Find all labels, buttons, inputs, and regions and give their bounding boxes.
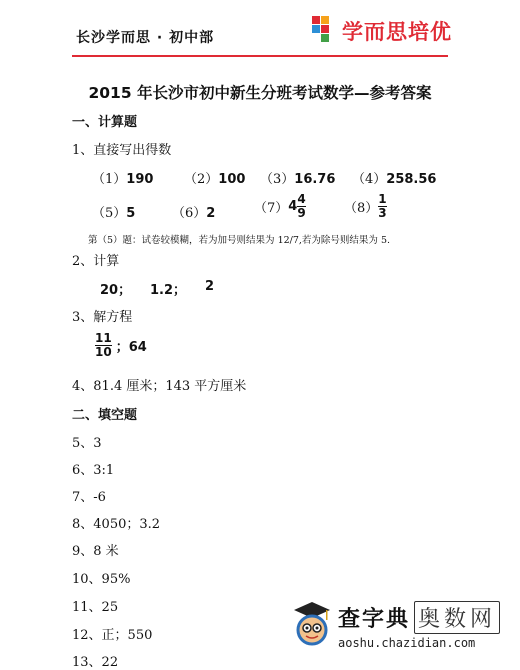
fill-item: 5、3 xyxy=(72,436,102,451)
q2-answer-2: 1.2； xyxy=(150,283,187,298)
header-left-text: 长沙学而思 · 初中部 xyxy=(76,30,215,46)
fraction: $\frac{1}{3}$ xyxy=(378,192,387,220)
q1-label: 1、直接写出得数 xyxy=(72,143,172,158)
q1-answer-2: （2）100 xyxy=(184,172,246,187)
q1-answer-4: （4）258.56 xyxy=(352,172,437,187)
header-rule xyxy=(72,55,448,57)
section-heading-fill: 二、填空题 xyxy=(72,408,138,423)
q1-answer-8: （8） $\frac{1}{3}$ xyxy=(344,192,387,220)
q2-answer-3: 2 xyxy=(205,279,215,294)
mixed-whole: 4 xyxy=(288,199,298,214)
q3-answer: $\frac{11}{10}$ ；64 xyxy=(95,331,147,359)
page-title: 2015 年长沙市初中新生分班考试数学—参考答案 xyxy=(88,84,432,102)
fill-item: 9、8 米 xyxy=(72,544,119,559)
q1-note: 第（5）题：试卷较模糊，若为加号则结果为 12/7,若为除号则结果为 5. xyxy=(88,235,391,246)
brand-name: 学而思培优 xyxy=(342,20,452,44)
watermark xyxy=(292,600,500,650)
q4-line: 4、81.4 厘米；143 平方厘米 xyxy=(72,379,247,394)
watermark-main: 查字典 xyxy=(338,606,411,632)
fill-item: 8、4050；3.2 xyxy=(72,517,161,532)
fraction: $\frac{11}{10}$ xyxy=(95,331,112,359)
section-heading-calc: 一、计算题 xyxy=(72,115,138,130)
q2-answer-1: 20； xyxy=(100,283,132,298)
fill-item: 13、22 xyxy=(72,655,119,670)
q1-answer-3: （3）16.76 xyxy=(260,172,336,187)
q1-answer-6: （6）2 xyxy=(172,206,216,221)
q2-label: 2、计算 xyxy=(72,254,120,269)
brand-mark-icon xyxy=(312,16,336,46)
brand-logo xyxy=(312,16,452,46)
fill-item: 11、25 xyxy=(72,600,119,615)
watermark-url: aoshu.chazidian.com xyxy=(338,635,476,650)
q1-answer-1: （1）190 xyxy=(92,172,154,187)
graduate-mascot-icon xyxy=(292,600,332,650)
fill-item: 12、正；550 xyxy=(72,628,153,643)
fill-item: 7、-6 xyxy=(72,490,106,505)
q3-label: 3、解方程 xyxy=(72,310,133,325)
q1-answer-5: （5）5 xyxy=(92,206,136,221)
q1-answer-7: （7） 4 $\frac{4}{9}$ xyxy=(254,192,306,220)
fraction: $\frac{4}{9}$ xyxy=(297,192,306,220)
fill-item: 10、95% xyxy=(72,572,131,587)
fill-item: 6、3:1 xyxy=(72,463,115,478)
watermark-boxed: 奥数网 xyxy=(414,601,500,634)
